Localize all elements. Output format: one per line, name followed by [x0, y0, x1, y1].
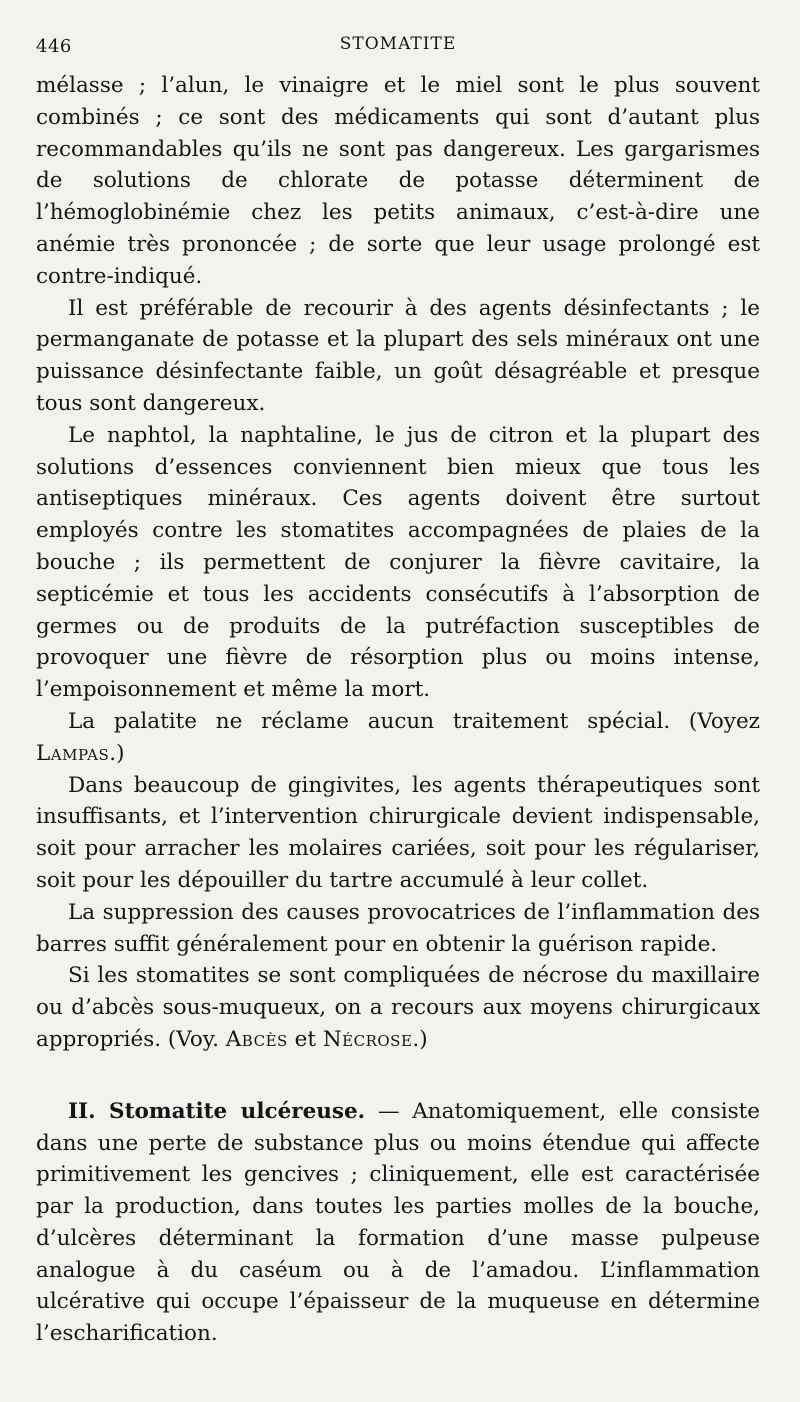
- section-gap: [36, 1056, 760, 1096]
- paragraph-text: Si les stomatites se sont compliquées de nécrose du maxillaire ou d’abcès sous-muqueux, on a recours aux moyens chirurgicaux appropriés. (Voy.: [36, 963, 760, 1052]
- paragraph-text: .): [109, 740, 125, 766]
- paragraph-text: .): [412, 1026, 428, 1052]
- paragraph-text: La suppression des causes provocatrices de l’inflammation des barres suffit généralement pour en obtenir la guérison rapide.: [36, 899, 760, 957]
- section-heading: II. Stomatite ulcéreuse.: [68, 1098, 366, 1124]
- paragraph-text: mélasse ; l’alun, le vinaigre et le miel sont le plus souvent combinés ; ce sont des médicaments qui sont d’autant plus recommandables qu’ils ne sont pas dangereux. Les gargarismes de solutions de chlorate de potasse déterminent de l’hémoglobinémie chez les petits animaux, c’est-à-dire une anémie très prononcée ; de sorte que leur usage prolongé est contre-indiqué.: [36, 73, 760, 289]
- paragraph-gingivites: [36, 770, 760, 897]
- paragraph-barres: [36, 897, 760, 961]
- cross-reference-lampas: Lampas: [36, 740, 110, 766]
- page-header: [36, 26, 760, 70]
- paragraph-palatite: [36, 706, 760, 770]
- paragraph-disinfectants: [36, 293, 760, 420]
- cross-reference-necrose: Nécrose: [322, 1026, 413, 1052]
- paragraph-text: Dans beaucoup de gingivites, les agents thérapeutiques sont insuffisants, et l’intervention chirurgicale devient indispensable, soit pour arracher les molaires cariées, soit pour les régulariser, soit pour les dépouiller du tartre accumulé à leur collet.: [36, 772, 760, 893]
- running-title: STOMATITE: [339, 34, 457, 54]
- paragraph-naphtol: [36, 420, 760, 706]
- paragraph-text: — Anatomiquement, elle consiste dans une perte de substance plus ou moins étendue qui affecte primitivement les gencives ; cliniquement, elle est caractérisée par la production, dans toutes les parties molles de la bouche, d’ulcères déterminant la formation d’une masse pulpeuse analogue à du caséum ou à de l’amadou. L’inflammation ulcérative qui occupe l’épaisseur de la muqueuse en détermine l’escharification.: [36, 1098, 761, 1347]
- paragraph-text: Il est préférable de recourir à des agents désinfectants ; le permanganate de potasse et la plupart des sels minéraux ont une puissance désinfectante faible, un goût désagréable et presque tous sont dangereux.: [36, 295, 760, 416]
- body-text: [36, 70, 760, 1350]
- page-number: 446: [36, 36, 72, 57]
- paragraph-text: La palatite ne réclame aucun traitement spécial. (Voyez: [68, 708, 760, 734]
- paragraph-text: Le naphtol, la naphtaline, le jus de citron et la plupart des solutions d’essences conviennent bien mieux que tous les antiseptiques minéraux. Ces agents doivent être surtout employés contre les stomatites accompagnées de plaies de la bouche ; ils permettent de conjurer la fièvre cavitaire, la septicémie et tous les accidents consécutifs à l’absorption de germes ou de produits de la putréfaction susceptibles de provoquer une fièvre de résorption plus ou moins intense, l’empoisonnement et même la mort.: [36, 422, 760, 703]
- cross-reference-abces: Abcès: [225, 1026, 288, 1052]
- paragraph-necrose: [36, 960, 760, 1055]
- paragraph-continuation: [36, 70, 760, 293]
- section-stomatite-ulcereuse: [36, 1096, 760, 1350]
- paragraph-text: et: [287, 1026, 323, 1052]
